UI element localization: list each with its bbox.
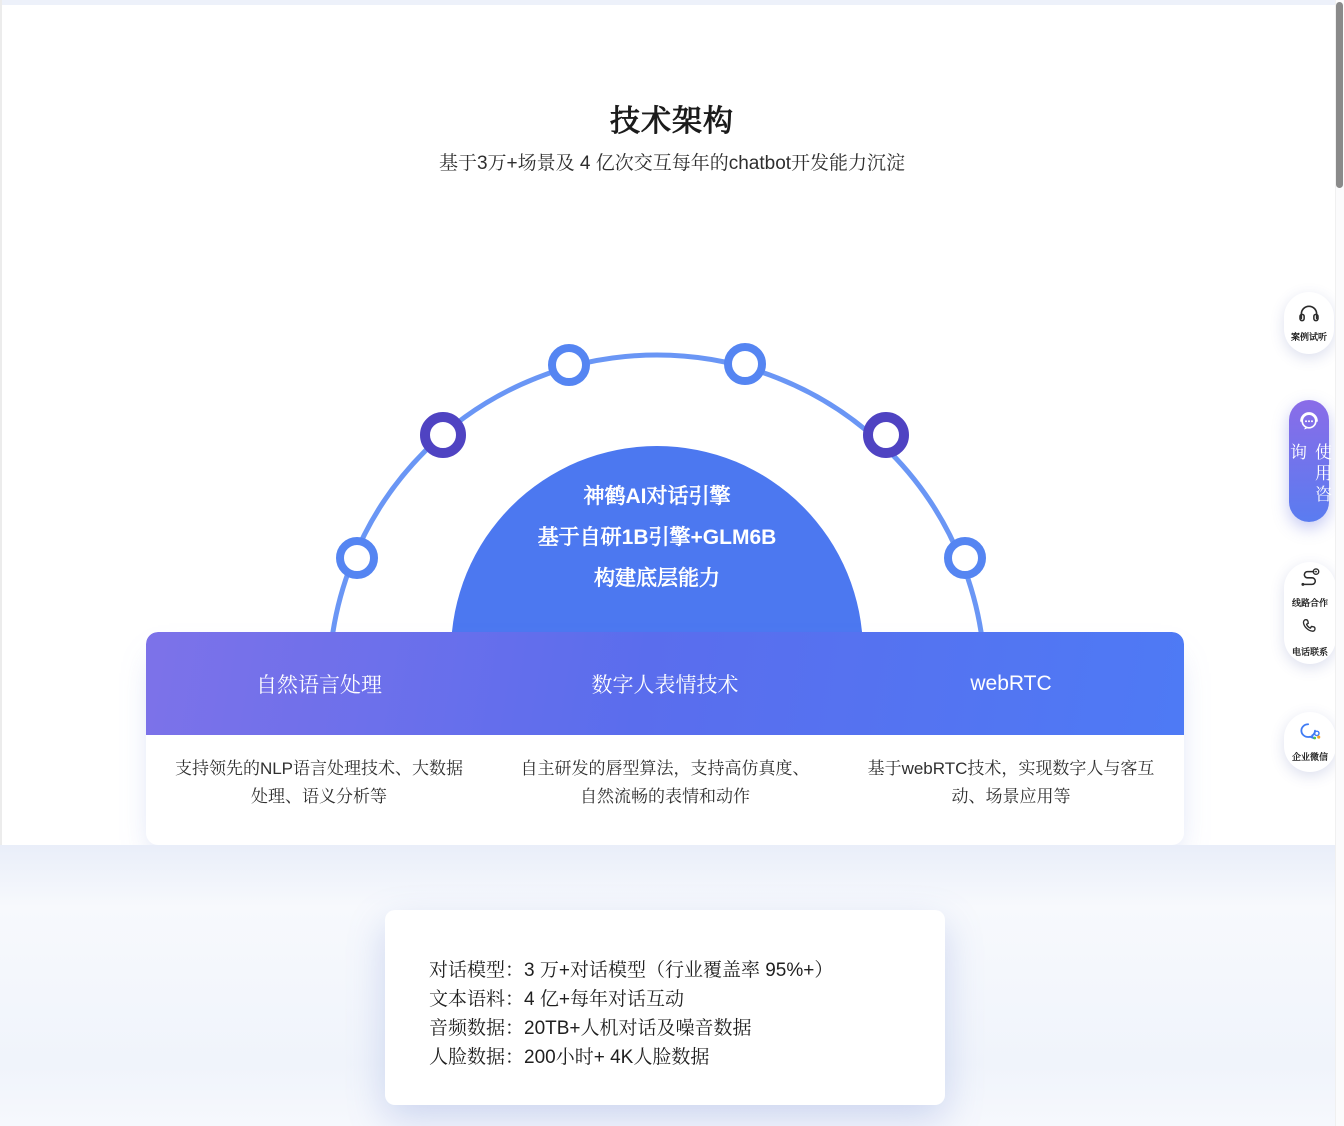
phone-icon	[1300, 617, 1320, 642]
line-coop-label: 线路合作	[1291, 598, 1328, 608]
case-listen-button[interactable]	[1284, 292, 1334, 354]
consult-label: 使用咨询	[1287, 443, 1331, 506]
pillar-descriptions	[146, 755, 1184, 810]
route-icon	[1299, 568, 1321, 593]
pillar-title-avatar: 数字人表情技术	[591, 673, 739, 697]
pillar-title-webrtc: webRTC	[970, 671, 1052, 695]
arc-node-light	[340, 541, 374, 575]
core-circle-line: 基于自研1B引擎+GLM6B	[537, 526, 777, 549]
arc-node-light	[948, 541, 982, 575]
arc-node-light	[728, 347, 762, 381]
stat-line-audio-data: 音频数据：20TB+人机对话及噪音数据	[429, 1018, 752, 1039]
core-circle-text	[427, 476, 887, 599]
wecom-button[interactable]	[1284, 712, 1336, 772]
stat-line-text-corpus: 文本语料：4 亿+每年对话互动	[429, 989, 684, 1010]
line-coop-button[interactable]	[1292, 568, 1328, 609]
consult-button[interactable]	[1289, 400, 1329, 522]
pillars-banner	[146, 632, 1184, 735]
page-title: 技术架构	[610, 105, 734, 138]
phone-contact-button[interactable]	[1292, 617, 1328, 658]
arc-node-purple	[425, 417, 461, 453]
stat-line-face-data: 人脸数据：200小时+ 4K人脸数据	[429, 1047, 710, 1068]
stat-line-dialog-model: 对话模型：3 万+对话模型（行业覆盖率 95%+）	[429, 960, 834, 981]
headphones-icon	[1298, 304, 1320, 327]
arc-node-purple	[868, 417, 904, 453]
headset-chat-icon	[1297, 410, 1321, 437]
scrollbar-thumb[interactable]	[1336, 2, 1343, 188]
browser-top-strip	[0, 0, 1344, 5]
stats-card	[385, 910, 945, 1105]
core-circle-line: 构建底层能力	[594, 567, 720, 590]
page-subtitle: 基于3万+场景及 4 亿次交互每年的chatbot开发能力沉淀	[438, 153, 906, 174]
pillar-desc-webrtc: 基于webRTC技术，实现数字人与客互动、场景应用等	[867, 759, 1155, 806]
pillar-desc-nlp: 支持领先的NLP语言处理技术、大数据处理、语义分析等	[174, 759, 464, 806]
wecom-label: 企业微信	[1291, 751, 1328, 762]
wecom-icon	[1298, 722, 1322, 747]
pillar-desc-avatar: 自主研发的唇型算法，支持高仿真度、自然流畅的表情和动作	[520, 759, 810, 806]
pillar-title-nlp: 自然语言处理	[256, 673, 382, 697]
case-listen-label: 案例试听	[1290, 331, 1327, 342]
phone-contact-label: 电话联系	[1291, 647, 1328, 657]
stats-lines	[385, 910, 945, 1072]
arc-node-light	[552, 348, 586, 382]
pillars-card	[146, 632, 1184, 845]
core-circle-line: 神鹤AI对话引擎	[583, 485, 731, 508]
contact-panel	[1284, 562, 1336, 664]
